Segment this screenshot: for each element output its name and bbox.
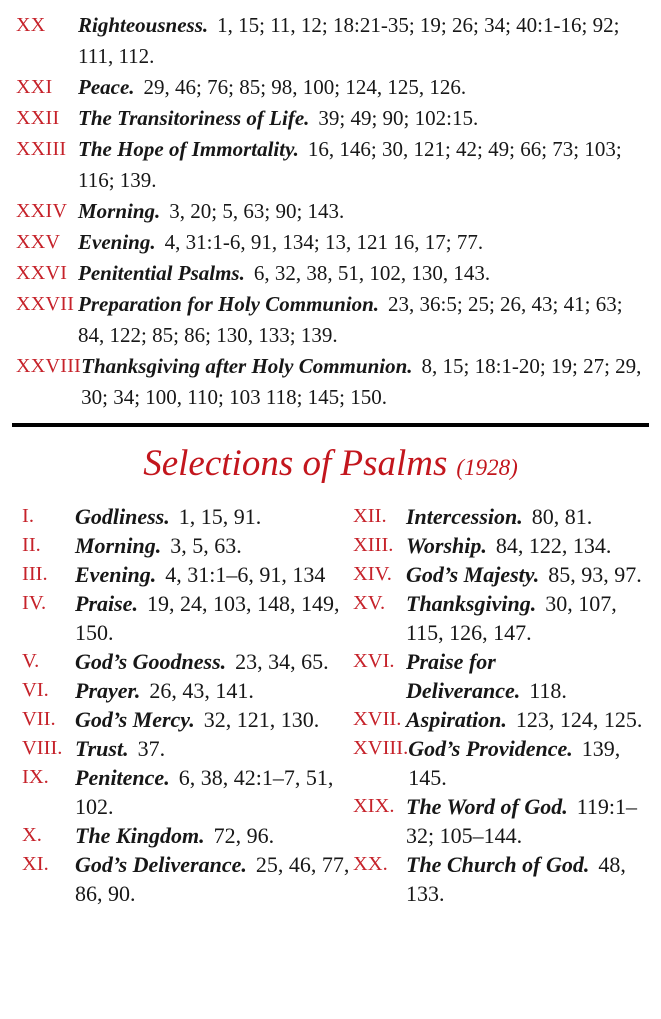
entry-body xyxy=(406,792,648,850)
entry-body xyxy=(75,502,353,531)
entry-numeral: VII. xyxy=(22,708,56,730)
section-heading xyxy=(0,438,661,494)
entry-numeral: XI. xyxy=(22,853,49,875)
psalm-index-upper-list xyxy=(16,10,648,413)
entry-title: Thanksgiving. xyxy=(406,591,537,616)
entry-body xyxy=(75,763,353,821)
entry-title: The Kingdom. xyxy=(75,823,205,848)
entry-numeral: XIV. xyxy=(353,563,392,585)
entry-title: Morning. xyxy=(78,199,161,223)
entry-numeral: XXIII xyxy=(16,138,67,160)
entry-refs: 8, 15; 18:1-20; 19; 27; 29, 30; 34; 100, 110; 103 118; 145; 150. xyxy=(81,354,642,409)
entry-title: Penitential Psalms. xyxy=(78,261,245,285)
entry-refs: 3, 5, 63. xyxy=(170,533,242,558)
entry-title: Aspiration. xyxy=(406,707,507,732)
entry-body xyxy=(75,647,353,676)
selection-entry xyxy=(353,560,648,589)
index-entry xyxy=(16,10,648,72)
entry-body xyxy=(78,10,648,72)
entry-body xyxy=(406,850,648,908)
entry-numeral: XIX. xyxy=(353,795,395,817)
section-divider-rule xyxy=(12,423,649,427)
index-entry xyxy=(16,258,648,289)
selection-entry xyxy=(353,502,648,531)
entry-body xyxy=(75,676,353,705)
entry-title: God’s Deliverance. xyxy=(75,852,247,877)
entry-refs: 1, 15; 11, 12; 18:21-35; 19; 26; 34; 40:1-16; 92; 111, 112. xyxy=(78,13,620,68)
entry-refs: 84, 122, 134. xyxy=(495,533,612,558)
entry-refs: 29, 46; 76; 85; 98, 100; 124, 125, 126. xyxy=(143,75,467,99)
entry-refs: 1, 15, 91. xyxy=(178,504,262,529)
entry-body xyxy=(78,196,648,227)
entry-refs: 4, 31:1–6, 91, 134 xyxy=(165,562,326,587)
entry-body xyxy=(406,705,648,734)
entry-title: Intercession. xyxy=(406,504,523,529)
entry-refs: 72, 96. xyxy=(213,823,275,848)
entry-refs: 118. xyxy=(529,678,567,703)
entry-numeral: XIII. xyxy=(353,534,394,556)
selection-entry xyxy=(22,821,353,850)
entry-title: The Hope of Immortality. xyxy=(78,137,299,161)
index-entry xyxy=(16,227,648,258)
entry-title: Praise. xyxy=(75,591,138,616)
entry-body xyxy=(408,734,648,792)
entry-title: Morning. xyxy=(75,533,162,558)
entry-body xyxy=(406,560,648,589)
entry-body xyxy=(406,647,648,705)
entry-refs: 19, 24, 103, 148, 149, 150. xyxy=(75,591,340,645)
entry-refs: 37. xyxy=(137,736,166,761)
entry-body xyxy=(75,531,353,560)
entry-numeral: XXII xyxy=(16,107,60,129)
selection-entry xyxy=(22,531,353,560)
selection-entry xyxy=(353,705,648,734)
entry-refs: 39; 49; 90; 102:15. xyxy=(318,106,479,130)
entry-title: Godliness. xyxy=(75,504,170,529)
entry-title: Righteousness. xyxy=(78,13,209,37)
entry-numeral: XX. xyxy=(353,853,388,875)
entry-numeral: III. xyxy=(22,563,48,585)
entry-body xyxy=(78,72,648,103)
selection-entry xyxy=(353,647,648,705)
selection-entry xyxy=(353,734,648,792)
entry-title: God’s Mercy. xyxy=(75,707,195,732)
entry-body xyxy=(75,560,353,589)
selections-columns xyxy=(22,502,648,908)
entry-title: Evening. xyxy=(78,230,156,254)
entry-title: God’s Goodness. xyxy=(75,649,227,674)
selection-entry xyxy=(353,531,648,560)
index-entry xyxy=(16,289,648,351)
entry-numeral: XXI xyxy=(16,76,53,98)
entry-body xyxy=(75,734,353,763)
entry-numeral: XXV xyxy=(16,231,61,253)
entry-body xyxy=(75,821,353,850)
entry-refs: 119:1–32; 105–144. xyxy=(406,794,638,848)
selection-entry xyxy=(22,560,353,589)
entry-numeral: IX. xyxy=(22,766,49,788)
selection-entry xyxy=(22,589,353,647)
entry-title: Evening. xyxy=(75,562,157,587)
selection-entry xyxy=(22,734,353,763)
entry-refs: 80, 81. xyxy=(531,504,593,529)
entry-body xyxy=(78,103,648,134)
entry-title: Worship. xyxy=(406,533,487,558)
entry-refs: 23, 34, 65. xyxy=(235,649,329,674)
entry-title: Penitence. xyxy=(75,765,170,790)
entry-numeral: XVII. xyxy=(353,708,402,730)
entry-title: Trust. xyxy=(75,736,129,761)
entry-numeral: X. xyxy=(22,824,42,846)
index-entry xyxy=(16,134,648,196)
entry-refs: 3, 20; 5, 63; 90; 143. xyxy=(169,199,345,223)
entry-body xyxy=(78,227,648,258)
entry-numeral: XXVI xyxy=(16,262,68,284)
entry-body xyxy=(78,289,648,351)
entry-title: Prayer. xyxy=(75,678,141,703)
entry-refs: 85, 93, 97. xyxy=(548,562,642,587)
entry-title: The Church of God. xyxy=(406,852,590,877)
entry-title: Praise for Deliverance. xyxy=(406,649,521,703)
selection-entry xyxy=(22,502,353,531)
index-entry xyxy=(16,72,648,103)
entry-numeral: XXVII xyxy=(16,293,75,315)
entry-title: Preparation for Holy Communion. xyxy=(78,292,380,316)
selection-entry xyxy=(353,792,648,850)
section-heading-title: Selections of Psalms xyxy=(143,443,448,484)
selection-entry xyxy=(22,705,353,734)
entry-numeral: VI. xyxy=(22,679,49,701)
entry-refs: 16, 146; 30, 121; 42; 49; 66; 73; 103; 116; 139. xyxy=(78,137,622,192)
entry-refs: 123, 124, 125. xyxy=(515,707,643,732)
entry-numeral: IV. xyxy=(22,592,47,614)
selection-entry xyxy=(353,589,648,647)
entry-body xyxy=(75,850,353,908)
entry-refs: 26, 43, 141. xyxy=(149,678,254,703)
entry-numeral: XXIV xyxy=(16,200,68,222)
entry-title: The Word of God. xyxy=(406,794,568,819)
entry-numeral: II. xyxy=(22,534,41,556)
entry-refs: 30, 107, 115, 126, 147. xyxy=(406,591,617,645)
entry-body xyxy=(406,589,648,647)
entry-refs: 25, 46, 77, 86, 90. xyxy=(75,852,350,906)
entry-refs: 48, 133. xyxy=(406,852,626,906)
selection-entry xyxy=(22,647,353,676)
entry-body xyxy=(75,705,353,734)
entry-title: Peace. xyxy=(78,75,135,99)
entry-refs: 23, 36:5; 25; 26, 43; 41; 63; 84, 122; 85; 86; 130, 133; 139. xyxy=(78,292,623,347)
entry-title: God’s Majesty. xyxy=(406,562,540,587)
entry-title: God’s Providence. xyxy=(408,736,573,761)
selections-right-column xyxy=(353,502,648,908)
selection-entry xyxy=(22,763,353,821)
selection-entry xyxy=(22,676,353,705)
entry-body xyxy=(406,531,648,560)
entry-numeral: VIII. xyxy=(22,737,63,759)
entry-numeral: XVIII. xyxy=(353,737,409,759)
selections-left-column xyxy=(22,502,353,908)
section-heading-year: (1928) xyxy=(456,455,518,480)
entry-refs: 4, 31:1-6, 91, 134; 13, 121 16, 17; 77. xyxy=(164,230,484,254)
entry-numeral: XV. xyxy=(353,592,386,614)
entry-numeral: XII. xyxy=(353,505,387,527)
entry-refs: 6, 38, 42:1–7, 51, 102. xyxy=(75,765,334,819)
entry-body xyxy=(78,134,648,196)
entry-numeral: XXVIII xyxy=(16,355,82,377)
entry-title: Thanksgiving after Holy Communion. xyxy=(81,354,413,378)
entry-body xyxy=(75,589,353,647)
entry-body xyxy=(406,502,648,531)
entry-body xyxy=(81,351,648,413)
selection-entry xyxy=(22,850,353,908)
entry-numeral: XX xyxy=(16,14,46,36)
entry-body xyxy=(78,258,648,289)
entry-numeral: XVI. xyxy=(353,650,395,672)
index-entry xyxy=(16,196,648,227)
entry-title: The Transitoriness of Life. xyxy=(78,106,310,130)
entry-refs: 6, 32, 38, 51, 102, 130, 143. xyxy=(253,261,491,285)
index-entry xyxy=(16,103,648,134)
entry-refs: 139, 145. xyxy=(408,736,621,790)
index-entry xyxy=(16,351,648,413)
entry-numeral: V. xyxy=(22,650,40,672)
selection-entry xyxy=(353,850,648,908)
entry-refs: 32, 121, 130. xyxy=(203,707,320,732)
entry-numeral: I. xyxy=(22,505,34,527)
